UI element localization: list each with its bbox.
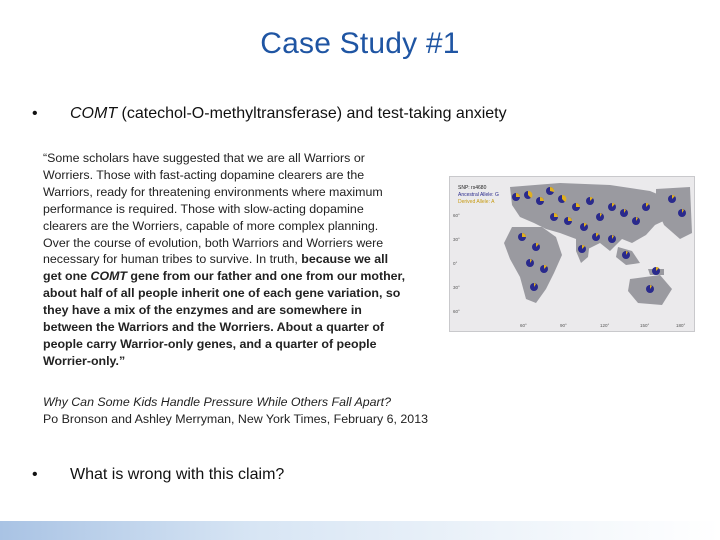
quote-bold-part: get one xyxy=(43,269,91,284)
lat-label: 30° xyxy=(453,237,460,242)
slide-title: Case Study #1 xyxy=(260,27,460,60)
comt-italic: COMT xyxy=(70,105,118,122)
quote-line xyxy=(43,268,463,285)
citation-block xyxy=(43,394,503,428)
quote-line: Worrier-only.” xyxy=(43,353,126,368)
quote-line: “Some scholars have suggested that we are all Warriors or xyxy=(43,151,365,165)
quote-line: Worriers. Those with fast-acting dopamine clearers are the xyxy=(43,167,365,182)
citation-byline: Po Bronson and Ashley Merryman, New York Times, February 6, 2013 xyxy=(43,412,428,426)
lon-label: 150° xyxy=(640,323,650,328)
lon-label: 120° xyxy=(600,323,610,328)
quote-line: they have a mix of the enzymes and are somewhere in xyxy=(43,303,362,318)
quote-line: Over the course of evolution, both Warriors and Worriers were xyxy=(43,235,384,250)
bullet-question xyxy=(32,466,432,488)
quote-block xyxy=(43,150,463,370)
bullet-question-text: What is wrong with this claim? xyxy=(70,466,285,483)
quote-line: performance is required. Those with slow-acting dopamine xyxy=(43,201,364,216)
lon-label: 180° xyxy=(676,323,686,328)
quote-plain-part: necessary for human tribes to survive. In truth, xyxy=(43,252,302,267)
legend-derived: Derived Allele: A xyxy=(458,199,495,205)
quote-comt-italic: COMT xyxy=(90,269,127,284)
lon-label: 90° xyxy=(560,323,567,328)
world-map-svg xyxy=(450,177,694,331)
bullet-symbol: • xyxy=(32,105,38,122)
quote-line: about half of all people inherit one of each gene variation, so xyxy=(43,286,401,301)
quote-line: between the Warriors and the Worriers. About a quarter of xyxy=(43,320,385,335)
bullet-comt xyxy=(32,105,692,127)
allele-frequency-map xyxy=(449,176,695,332)
bullet-comt-rest: (catechol-O-methyltransferase) and test-taking anxiety xyxy=(117,105,507,122)
quote-line: Warriors, ready for threatening environments where maximum xyxy=(43,184,383,199)
lat-label: 30° xyxy=(453,285,460,290)
quote-line xyxy=(43,251,463,268)
legend-ancestral: Ancestral Allele: G xyxy=(458,192,499,198)
bullet-symbol: • xyxy=(32,466,38,483)
lat-label: 60° xyxy=(453,309,460,314)
quote-line: clearers are the Worriers, capable of more complex planning. xyxy=(43,218,379,233)
lat-label: 0° xyxy=(453,261,458,266)
quote-line: people carry Warrior-only genes, and a quarter of people xyxy=(43,336,377,351)
quote-bold-part: gene from our father and one from our mother, xyxy=(126,269,406,284)
quote-bold-part: because we all xyxy=(301,252,389,267)
lat-label: 60° xyxy=(453,213,460,218)
bullet-comt-text xyxy=(70,105,507,123)
north-america-landmass xyxy=(656,187,692,239)
citation-article-title: Why Can Some Kids Handle Pressure While Others Fall Apart? xyxy=(43,395,391,409)
legend-snp: SNP: rs4680 xyxy=(458,185,487,191)
footer-gradient-band xyxy=(0,521,720,540)
lon-label: 60° xyxy=(520,323,527,328)
